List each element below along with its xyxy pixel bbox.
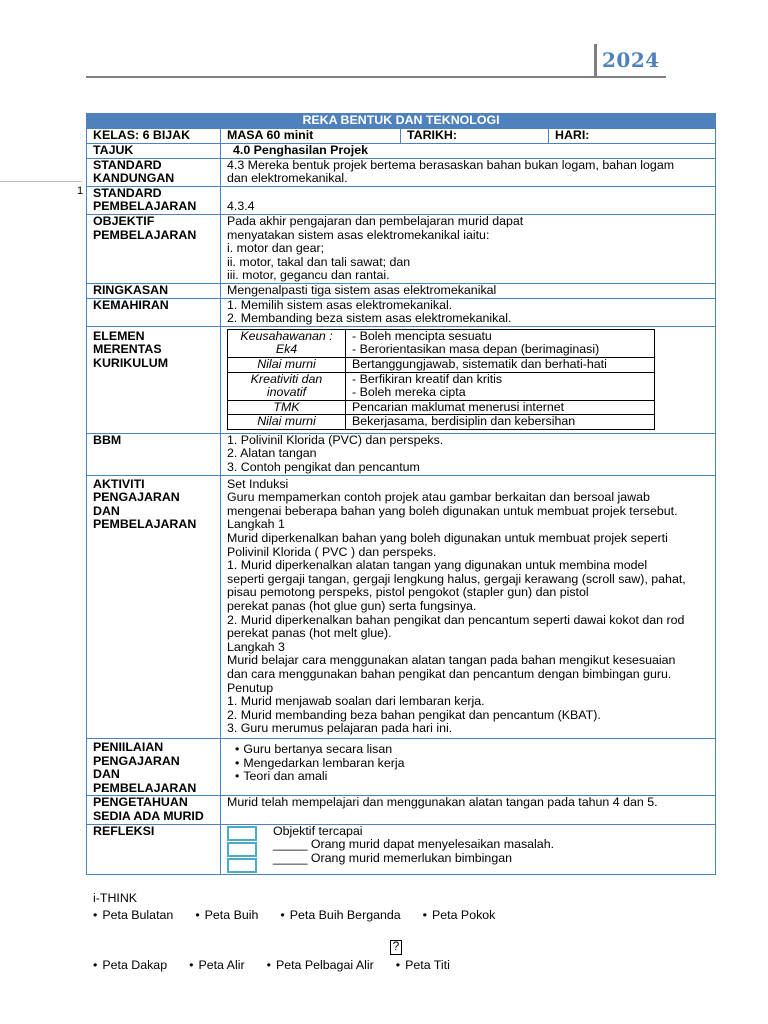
penilaian-value [221, 738, 716, 795]
emk-row: Keusahawanan : Ek4 - Boleh mencipta sesuatu - Berorientasikan masa depan (berimaginasi) [228, 329, 655, 357]
aktiviti-value: Set Induksi Guru mempamerkan contoh projek atau gambar berkaitan dan bersoal jawab mengenai beberapa bahan yang boleh digunakan untuk membuat projek tersebut. Langkah 1 Murid diperkenalkan bahan yang boleh digunakan untuk membuat projek seperti Polivinil Klorida ( PVC ) dan perspeks. 1. Murid diperkenalkan alatan tangan yang digunakan untuk membina model seperti gergaji tangan, gergaji lengkung halus, gergaji kerawang (scroll saw), pahat, pisau pemotong perspeks, pistol pengokot (stapler gun) dan pistol perekat panas (hot glue gun) serta fungsinya. 2. Murid diperkenalkan bahan pengikat dan pencantum seperti dawai kokot dan rod perekat panas (hot melt glue). Langkah 3 Murid belajar cara menggunakan alatan tangan pada bahan mengikut kesesuaian dan cara menggunakan bahan pengikat dan pencantum dengan bimbingan guru. Penutup 1. Murid menjawab soalan dari lembaran kerja. 2. Murid membanding beza bahan pengikat dan pencantum (KBAT). 3. Guru merumus pelajaran pada hari ini. [221, 475, 716, 738]
list-item: • Peta Titi [396, 958, 450, 972]
emk-row: Kreativiti dan inovatif - Berfikiran kreatif dan kritis - Boleh mereka cipta [228, 372, 655, 400]
emk-inner-table [227, 329, 655, 430]
missing-glyph-icon: ? [390, 940, 402, 955]
ithink-title: i-THINK [93, 891, 138, 905]
pengetahuan-value: Murid telah mempelajari dan menggunakan alatan tangan pada tahun 4 dan 5. [221, 796, 716, 824]
list-item: • Peta Dakap [93, 958, 167, 972]
kemahiran-label: KEMAHIRAN [87, 298, 221, 326]
checkbox-icon [227, 842, 257, 857]
objektif-label: OBJEKTIF PEMBELAJARAN [87, 214, 221, 283]
reflection-checkboxes [227, 826, 257, 874]
pengetahuan-label: PENGETAHUAN SEDIA ADA MURID [87, 796, 221, 824]
list-item: • Peta Alir [189, 958, 245, 972]
kelas-cell: KELAS: 6 BIJAK [87, 129, 221, 144]
emk-row: TMK Pencarian maklumat menerusi internet [228, 400, 655, 415]
list-item: • Peta Pelbagai Alir [267, 958, 374, 972]
standard-pembelajaran-value: 4.3.4 [221, 186, 716, 214]
refleksi-label: REFLEKSI [87, 824, 221, 874]
list-item: • Teori dan amali [235, 770, 709, 784]
standard-pembelajaran-label: STANDARD PEMBELAJARAN [87, 186, 221, 214]
tajuk-label: TAJUK [87, 144, 221, 159]
standard-kandungan-label: STANDARD KANDUNGAN [87, 158, 221, 186]
refleksi-value: Objektif tercapai _____ Orang murid dapat menyelesaikan masalah. _____ Orang murid memerlukan bimbingan [221, 824, 716, 874]
margin-rule [0, 181, 82, 182]
ithink-maps-row-1 [93, 908, 517, 922]
checkbox-icon [227, 826, 257, 841]
bbm-value: 1. Polivinil Klorida (PVC) dan perspeks. 2. Alatan tangan 3. Contoh pengikat dan pencantum [221, 433, 716, 475]
list-item: • Guru bertanya secara lisan [235, 743, 709, 757]
kemahiran-value: 1. Memilih sistem asas elektromekanikal. 2. Membanding beza sistem asas elektromekanikal. [221, 298, 716, 326]
bbm-label: BBM [87, 433, 221, 475]
list-item: • Peta Buih Berganda [280, 908, 400, 922]
header-vertical-rule [594, 44, 597, 78]
penilaian-label: PENIILAIAN PENGAJARAN DAN PEMBELAJARAN [87, 738, 221, 795]
list-item: • Peta Bulatan [93, 908, 173, 922]
ringkasan-value: Mengenalpasti tiga sistem asas elektromekanikal [221, 283, 716, 298]
lesson-plan-table [86, 113, 716, 875]
tajuk-value: 4.0 Penghasilan Projek [221, 144, 716, 159]
checkbox-icon [227, 858, 257, 873]
list-item: • Mengedarkan lembaran kerja [235, 757, 709, 771]
aktiviti-label: AKTIVITI PENGAJARAN DAN PEMBELAJARAN [87, 475, 221, 738]
document-year: 2024 [602, 48, 660, 72]
objektif-value: Pada akhir pengajaran dan pembelajaran murid dapat menyatakan sistem asas elektromekanikal iaitu: i. motor dan gear; ii. motor, takal dan tali sawat; dan iii. motor, gegancu dan rantai. [221, 214, 716, 283]
tarikh-cell: TARIKH: [401, 129, 549, 144]
emk-row: Nilai murni Bertanggungjawab, sistematik dan berhati-hati [228, 357, 655, 372]
page-marker-number: 1 [77, 185, 84, 197]
masa-cell: MASA 60 minit [221, 129, 401, 144]
ringkasan-label: RINGKASAN [87, 283, 221, 298]
hari-cell: HARI: [549, 129, 716, 144]
emk-value [221, 326, 716, 433]
list-item: • Peta Pokok [423, 908, 496, 922]
emk-label: ELEMEN MERENTAS KURIKULUM [87, 326, 221, 433]
header-rule [86, 76, 666, 78]
ithink-maps-row-2 [93, 958, 472, 972]
standard-kandungan-value: 4.3 Mereka bentuk projek bertema berasaskan bahan bukan logam, bahan logam dan elektromekanikal. [221, 158, 716, 186]
list-item: • Peta Buih [195, 908, 258, 922]
table-title: REKA BENTUK DAN TEKNOLOGI [87, 114, 716, 129]
emk-row: Nilai murni Bekerjasama, berdisiplin dan kebersihan [228, 415, 655, 430]
